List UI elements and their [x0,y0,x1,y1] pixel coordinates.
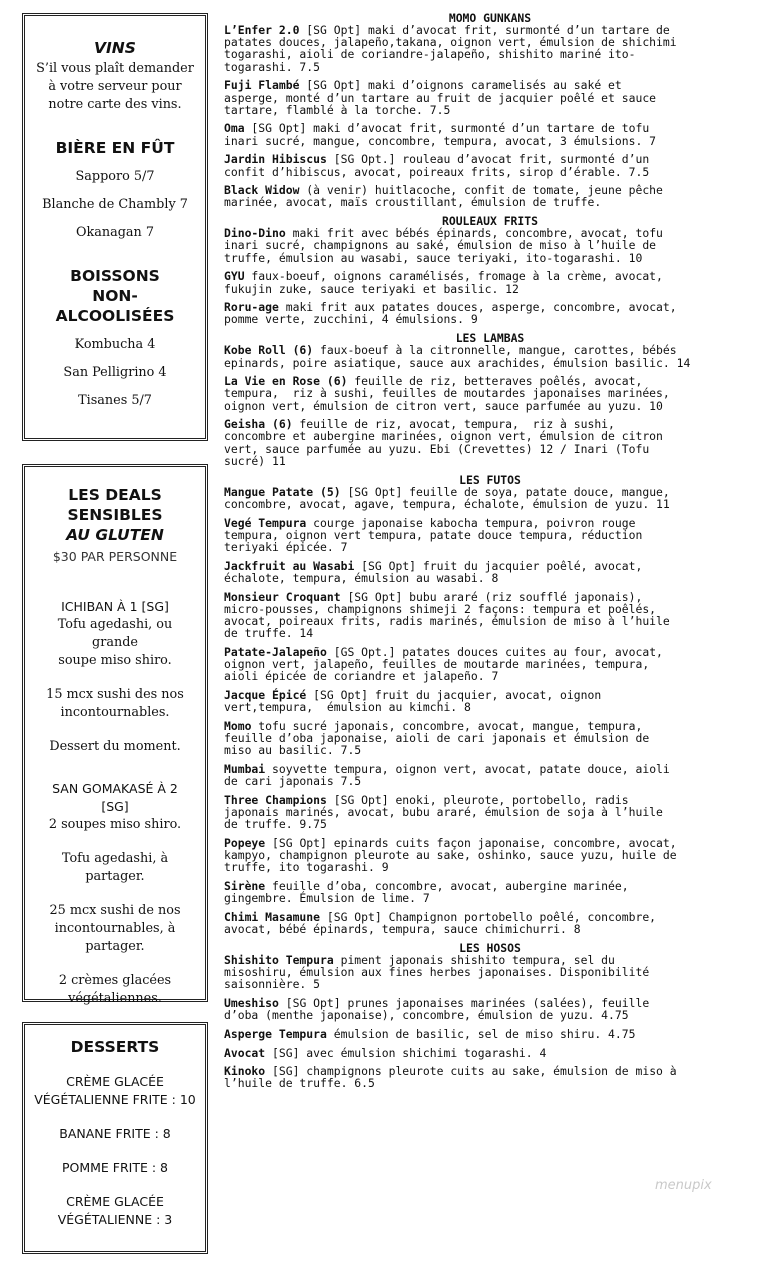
menu-item [224,1047,756,1059]
menu-item-desc: tofu sucré japonais, concombre, avocat, mangue, tempura, feuille d’oba japonaise, aioli de cari japonais et émulsion de miso au basilic. 7.5 [224,718,650,758]
menu-item-desc: [SG Opt] bubu araré (riz soufflé japonais), micro-pousses, champignons shimeji 2 façons: tempura et poêlés, avocat, poireaux frits, radis marinés, émulsion de miso à l’huile de truffe. 14 [224,589,670,641]
watermark: menupix [655,1178,712,1193]
deals-box [22,464,208,1006]
menu-item [224,122,756,146]
menu-item [224,763,756,787]
menu-item [224,79,756,115]
deals-title-2: AU GLUTEN [66,526,164,544]
menu-item-name: Vegé Tempura [224,515,307,530]
menu-item-desc: [SG] avec émulsion shichimi togarashi. 4 [265,1045,547,1060]
menu-item-desc: [SG Opt] prunes japonaises marinées (salées), feuille d’oba (menthe japonaise), concombre, émulsion de yuzu. 4.75 [224,995,650,1023]
menu-item [224,689,756,713]
menu-item [224,344,756,368]
biere-item: Blanche de Chambly 7 [42,197,188,212]
menu-item-desc: feuille de riz, betteraves poêlés, avocat, tempura, riz à sushi, feuilles de moutardes japonaises marinées, oignon vert, émulsion de citron vert, sauce parfumée au yuzu. 10 [224,374,670,413]
menu-item-name: Asperge Tempura [224,1026,327,1041]
dessert-line: VÉGÉTALIENNE FRITE : 10 [34,1092,196,1107]
menu-item [224,24,756,73]
biere-item: Okanagan 7 [75,225,155,240]
ichiban-line: 15 mcx sushi des nos [46,687,184,702]
menu-item-desc: [SG Opt] fruit du jacquier, avocat, oignon vert,tempura, émulsion au kimchi. 8 [224,687,602,714]
ichiban-line: soupe miso shiro. [58,653,172,668]
menu-item-name: Mangue Patate (5) [224,484,341,499]
menu-item-name: Chimi Masamune [224,909,321,924]
san-title-1: SAN GOMAKASÉ À 2 [52,781,178,796]
menu-column [224,12,756,1096]
san-title-2: [SG] [101,799,129,814]
menu-item [224,418,756,467]
menu-item-desc: [GS Opt.] patates douces cuites au four, avocat, oignon vert, jalapeño, feuilles de moutarde marinées, tempura, aioli épicée de coriandre et jalapeño. 7 [224,644,663,684]
menu-item [224,1028,756,1040]
menu-item [224,954,756,990]
menu-item-name: GYU [224,269,245,284]
san-line: végétaliennes. [68,991,162,1006]
menu-item [224,720,756,756]
menu-item [224,227,756,263]
menu-item-name: Momo [224,718,252,733]
menu-item-name: Shishito Tempura [224,952,334,967]
menu-item [224,794,756,830]
ichiban-line: Dessert du moment. [49,739,181,754]
menu-item-desc: [SG Opt] maki d’avocat frit, surmonté d’un tartare de patates douces, jalapeño,takana, oignon vert, émulsion de shichimi togarashi, aioli de coriandre-jalapeño, shishito mariné ito- togarashi. 7.5 [224,23,677,74]
vins-title: VINS [94,39,136,57]
menu-item-name: Jackfruit au Wasabi [224,558,355,573]
menu-item [224,560,756,584]
menu-item-desc: faux-boeuf, oignons caramélisés, fromage à la crème, avocat, fukujin zuke, sauce teriyaki et basilic. 12 [224,269,663,296]
san-line: Tofu agedashi, à partager. [61,851,169,884]
menu-item-desc: feuille d’oba, concombre, avocat, aubergine marinée, gingembre. Émulsion de lime. 7 [224,878,629,905]
biere-item: Sapporo 5/7 [75,169,155,184]
menu-item-name: Avocat [224,1045,266,1060]
desserts-title: DESSERTS [70,1038,160,1056]
ichiban-title: ICHIBAN À 1 [SG] [61,599,169,614]
section-title: LES FUTOS [459,472,521,487]
boissons-title-1: BOISSONS [70,267,160,285]
menu-item-desc: [SG Opt.] rouleau d’avocat frit, surmonté d’un confit d’hibiscus, avocat, poireaux frits, sirop d’érable. 7.5 [224,152,650,179]
menu-item-desc: émulsion de basilic, sel de miso shiru. 4.75 [326,1026,636,1041]
boisson-item: Tisanes 5/7 [78,393,152,408]
vins-note-3: notre carte des vins. [48,97,182,112]
menu-item-name: Umeshiso [224,995,279,1010]
dessert-line: BANANE FRITE : 8 [59,1126,171,1141]
menu-item-name: Black Widow [224,183,300,198]
section-title: LES HOSOS [459,940,521,955]
vins-note-1: S’il vous plaît demander [36,61,194,76]
menu-item [224,837,756,873]
dessert-line: CRÈME GLACÉE [66,1194,164,1209]
menu-item [224,184,756,208]
menu-item-desc: (à venir) huitlacoche, confit de tomate, jeune pêche marinée, avocat, maïs croustillant, émulsion de truffe. [224,183,663,210]
menu-item [224,301,756,325]
dessert-line: VÉGÉTALIENNE : 3 [57,1212,173,1227]
biere-title: BIÈRE EN FÛT [55,139,175,157]
menu-item [224,591,756,640]
menu-item-name: Dino-Dino [224,226,286,241]
san-line: 25 mcx sushi de nos [49,903,181,918]
menu-item-name: Jardin Hibiscus [224,152,327,167]
ichiban-line: Tofu agedashi, ou grande [57,617,173,650]
menu-item [224,270,756,294]
menu-item-desc: maki frit avec bébés épinards, concombre, avocat, tofu inari sucré, champignons au saké, émulsion de miso à l’huile de truffe, émulsion au wasabi, sauce teriyaki, ito-togarashi. 10 [224,226,663,265]
menu-item-desc: [SG Opt] epinards cuits façon japonaise, concombre, avocat, kampyo, champignon pleurote au sake, oshinko, sauce yuzu, huile de truffe, ito togarashi. 9 [224,835,677,875]
menu-item-name: Kobe Roll (6) [224,343,314,358]
menu-item [224,153,756,177]
menu-item-desc: [SG Opt] fruit du jacquier poêlé, avocat, échalote, tempura, émulsion au wasabi. 8 [224,558,643,585]
menu-item-name: Jacque Épicé [224,687,307,702]
menu-item-desc: [SG Opt] feuille de soya, patate douce, mangue, concombre, avocat, agave, tempura, échalote, émulsion de yuzu. 11 [224,484,670,511]
deals-title-1: LES DEALS SENSIBLES [67,486,163,524]
vins-note-2: à votre serveur pour [48,79,182,94]
menu-item-name: Popeye [224,835,266,850]
ichiban-line: incontournables. [60,705,170,720]
deals-price: $30 PAR PERSONNE [52,549,178,564]
menu-item-name: Patate-Jalapeño [224,644,327,659]
menu-item-desc: feuille de riz, avocat, tempura, riz à sushi, concombre et aubergine marinées, oignon vert, émulsion de citron vert, sauce parfumée au yuzu. Ebi (Crevettes) 12 / Inari (Tofu sucré) 11 [224,417,663,468]
menu-item-name: L’Enfer 2.0 [224,23,300,38]
menu-item-desc: piment japonais shishito tempura, sel du misoshiru, émulsion aux fines herbes japonaises. Disponibilité saisonnière. 5 [224,952,650,992]
boisson-item: Kombucha 4 [74,337,156,352]
dessert-line: POMME FRITE : 8 [61,1160,169,1175]
menu-item-name: Roru-age [224,300,279,315]
drinks-box [22,13,208,441]
san-line: incontournables, à [54,921,176,936]
menu-item-desc: faux-boeuf à la citronnelle, mangue, carottes, bébés epinards, poire asiatique, sauce aux arachides, émulsion basilic. 14 [224,343,691,370]
menu-item [224,375,756,411]
section-title: MOMO GUNKANS [448,11,532,25]
menu-item-name: Kinoko [224,1064,266,1079]
menu-item-name: La Vie en Rose (6) [224,374,348,389]
section-title: LES LAMBAS [455,331,525,346]
san-line: 2 soupes miso shiro. [48,817,182,832]
menu-item [224,997,756,1021]
menu-item-desc: [SG Opt] maki d’avocat frit, surmonté d’un tartare de tofu inari sucré, mangue, concombre, tempura, avocat, 3 émulsions. 7 [224,121,657,148]
menu-item [224,880,756,904]
section-title: ROULEAUX FRITS [441,214,538,229]
menu-item-desc: soyvette tempura, oignon vert, avocat, patate douce, aioli de cari japonais 7.5 [224,761,670,788]
menu-item-desc: [SG] champignons pleurote cuits au sake, émulsion de miso à l’huile de truffe. 6.5 [224,1064,677,1091]
menu-item [224,911,756,935]
menu-item-name: Sirène [224,878,266,893]
menu-item-desc: [SG Opt] enoki, pleurote, portobello, radis japonais marinés, avocat, bubu araré, émulsion de soja à l’huile de truffe. 9.75 [224,792,663,832]
menu-item [224,486,756,510]
boissons-title-2: NON-ALCOOLISÉES [55,287,175,325]
menu-item-name: Fuji Flambé [224,78,300,93]
menu-item-name: Geisha (6) [224,417,293,432]
menu-item [224,646,756,682]
menu-item [224,1065,756,1089]
menu-item-name: Monsieur Croquant [224,589,341,604]
desserts-box [22,1022,208,1254]
menu-item-desc: [SG Opt] maki d’oignons caramelisés au saké et asperge, monté d’un tartare au fruit de jacquier poêlé et sauce tartare, flamblé à la torche. 7.5 [224,78,657,117]
san-line: partager. [85,939,145,954]
menu-item-desc: maki frit aux patates douces, asperge, concombre, avocat, pomme verte, zucchini, 4 émulsions. 9 [224,300,677,327]
menu-item-name: Three Champions [224,792,327,807]
dessert-line: CRÈME GLACÉE [66,1074,164,1089]
boisson-item: San Pelligrino 4 [63,365,167,380]
menu-item [224,517,756,553]
san-line: 2 crèmes glacées [58,973,172,988]
menu-item-name: Oma [224,121,245,136]
menu-item-desc: courge japonaise kabocha tempura, poivron rouge tempura, oignon vert tempura, patate douce tempura, réduction teriyaki épicée. 7 [224,515,643,554]
menu-item-desc: [SG Opt] Champignon portobello poêlé, concombre, avocat, bébé épinards, tempura, sauce chimichurri. 8 [224,909,657,936]
menu-item-name: Mumbai [224,761,266,776]
